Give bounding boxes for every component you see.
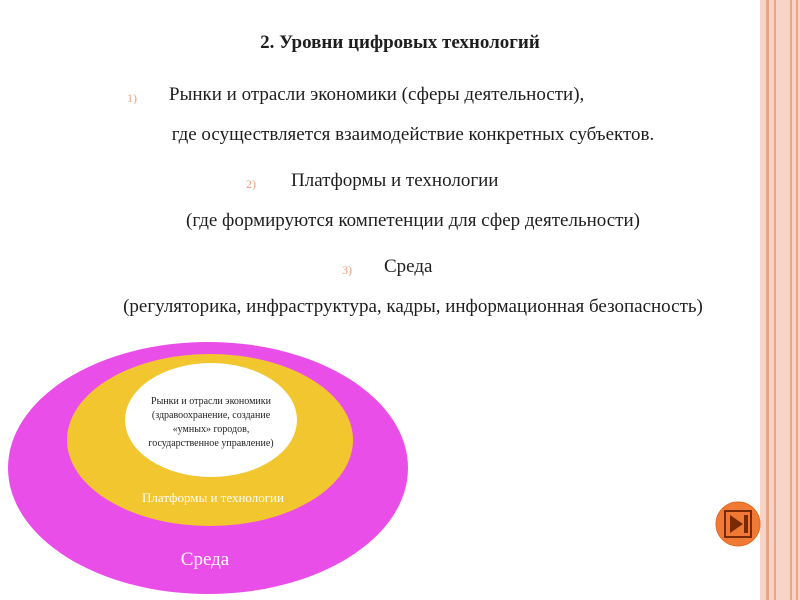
slide-title: 2. Уровни цифровых технологий (260, 32, 540, 53)
item-2-number: 2) (246, 177, 256, 191)
item-1-description: где осуществляется взаимодействие конкретных субъектов. (171, 124, 655, 145)
platforms-label: Платформы и технологии (142, 490, 284, 505)
item-1-number: 1) (127, 91, 137, 105)
markets-label-line-1: Рынки и отрасли экономики (151, 396, 271, 407)
item-1-heading: Рынки и отрасли экономики (сферы деятельности), (169, 84, 585, 105)
environment-label: Среда (180, 549, 230, 570)
markets-label-line-4: государственное управление) (148, 438, 274, 449)
item-3-description: (регуляторика, инфраструктура, кадры, информационная безопасность) (123, 296, 703, 317)
item-2-heading: Платформы и технологии (291, 170, 499, 191)
item-3-heading: Среда (384, 256, 433, 277)
markets-label-line-3: «умных» городов, (172, 424, 250, 435)
markets-label-line-2: (здравоохранение, создание (151, 410, 271, 421)
play-end-icon (715, 501, 761, 547)
item-3-number: 3) (342, 263, 352, 277)
next-slide-button[interactable] (715, 501, 761, 547)
item-2-description: (где формируются компетенции для сфер деятельности) (186, 210, 640, 231)
